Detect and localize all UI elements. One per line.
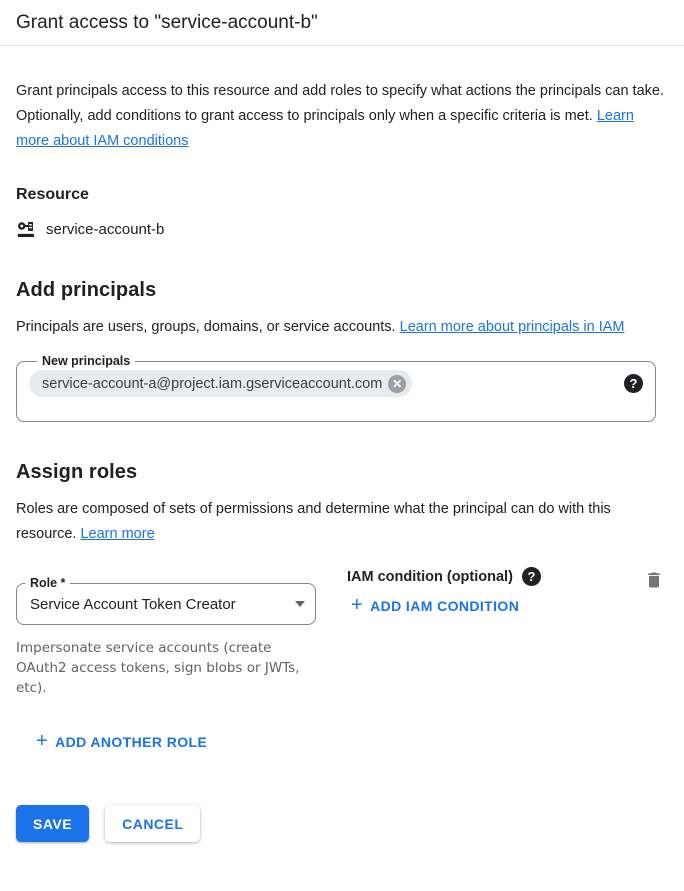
resource-name: service-account-b: [46, 221, 165, 238]
principals-learn-more-link[interactable]: Learn more about principals in IAM: [399, 319, 625, 335]
add-another-role-button[interactable]: [28, 728, 215, 756]
dialog-body: [0, 79, 684, 756]
role-column: [16, 562, 316, 698]
add-iam-condition-button[interactable]: [343, 592, 527, 620]
assign-roles-text: Roles are composed of sets of permissions and determine what the principal can do with this resource.: [16, 501, 611, 542]
dialog-footer: [16, 805, 684, 842]
chip-remove-icon[interactable]: ✕: [388, 375, 406, 393]
roles-learn-more-link[interactable]: Learn more: [80, 526, 155, 542]
add-principals-heading: Add principals: [16, 279, 157, 301]
role-select-field: [16, 576, 316, 625]
add-iam-condition-label: ADD IAM CONDITION: [370, 598, 520, 614]
role-select[interactable]: [17, 590, 315, 624]
trash-icon: [644, 570, 664, 590]
iam-conditions-learn-more-link[interactable]: Learn more about IAM conditions: [16, 108, 634, 149]
principal-chip-text: service-account-a@project.iam.gserviceaccount.com: [42, 375, 383, 392]
role-selected-value: Service Account Token Creator: [30, 595, 236, 613]
page-title: Grant access to "service-account-b": [16, 12, 318, 33]
plus-icon: +: [351, 594, 364, 616]
add-another-role-label: ADD ANOTHER ROLE: [55, 734, 208, 750]
role-description: Impersonate service accounts (create OAuth2 access tokens, sign blobs or JWTs, etc).: [16, 640, 300, 696]
plus-icon: +: [36, 730, 49, 752]
delete-role-button[interactable]: [640, 566, 668, 594]
condition-help-icon[interactable]: ?: [522, 567, 541, 586]
condition-label-row: [347, 567, 640, 586]
principals-inner: [29, 370, 643, 397]
condition-label: IAM condition (optional): [347, 568, 513, 585]
service-account-icon: [16, 219, 37, 240]
add-principals-text: Principals are users, groups, domains, or service accounts.: [16, 319, 396, 335]
intro-text: Grant principals access to this resource and add roles to specify what actions the principals can take. Optionally, add conditions to grant access to principals only when a specific criteria is met.: [16, 83, 664, 124]
role-label: Role *: [30, 576, 66, 590]
assign-roles-paragraph: [16, 497, 668, 547]
assign-roles-heading: Assign roles: [16, 461, 138, 483]
new-principals-label: New principals: [42, 354, 131, 368]
principals-help-icon[interactable]: ?: [624, 374, 643, 393]
cancel-button[interactable]: CANCEL: [105, 805, 200, 842]
add-principals-paragraph: [16, 315, 668, 340]
resource-heading: Resource: [16, 186, 89, 203]
dropdown-arrow-icon: [295, 601, 305, 607]
role-binding-row: [16, 562, 668, 698]
resource-row: [16, 219, 668, 240]
intro-paragraph: [16, 79, 668, 154]
new-principals-field[interactable]: [16, 354, 656, 422]
save-button[interactable]: SAVE: [16, 805, 89, 842]
principal-chip: [29, 370, 412, 397]
condition-column: [347, 562, 640, 620]
dialog-header: [0, 0, 684, 46]
